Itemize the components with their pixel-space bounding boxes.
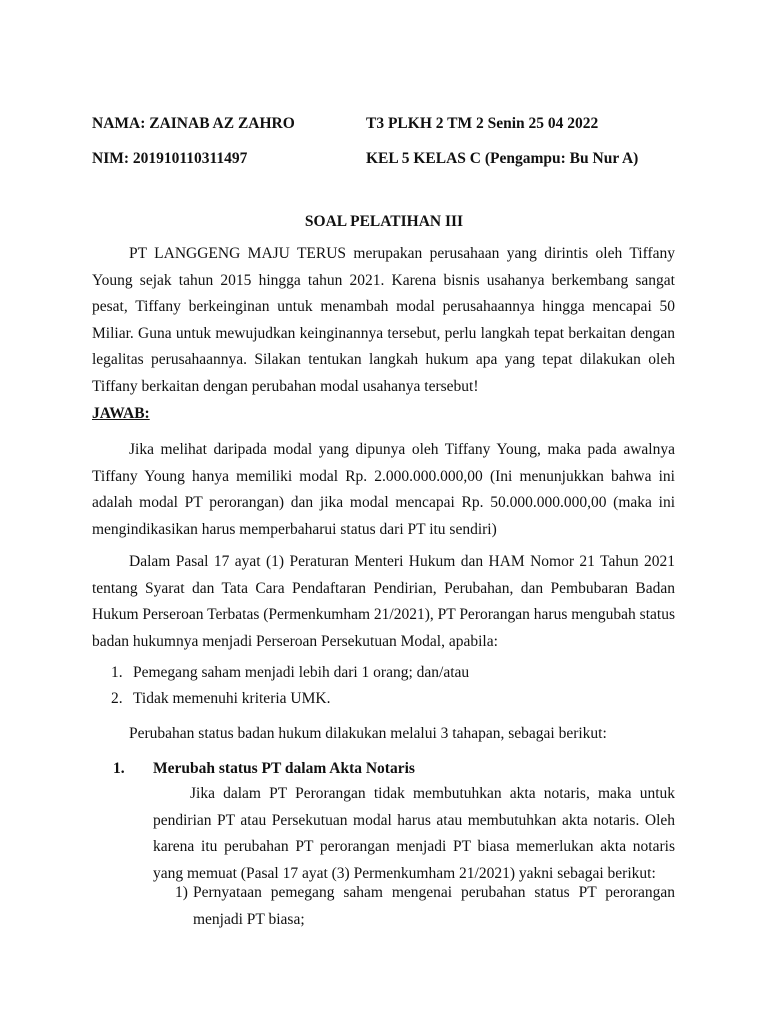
sub-list-item [175,880,675,933]
answer-heading: JAWAB: [92,405,150,422]
list-item-number: 1. [111,664,123,681]
list-item-text: Tidak memenuhi kriteria UMK. [133,690,331,707]
stage-number: 1. [113,760,125,777]
answer-paragraph-2: Dalam Pasal 17 ayat (1) Peraturan Menteri Hukum dan HAM Nomor 21 Tahun 2021 tentang Syarat dan Tata Cara Pendaftaran Pendirian, Perubahan, dan Pembubaran Badan Hukum Perseroan Terbatas (Permenkumham 21/2021), PT Perorangan harus mengubah status badan hukumnya menjadi Perseroan Persekutuan Modal, apabila: [92,553,675,650]
list-item-number: 2. [111,690,123,707]
sub-list-item-number: 1) [175,884,188,901]
list-item [111,686,671,713]
list-item-text: Pemegang saham menjadi lebih dari 1 orang; dan/atau [133,664,470,681]
question-paragraph: PT LANGGENG MAJU TERUS merupakan perusahaan yang dirintis oleh Tiffany Young sejak tahun 2015 hingga tahun 2021. Karena bisnis usahanya berkembang sangat pesat, Tiffany berkeinginan untuk menambah modal perusahaannya hingga mencapai 50 Miliar. Guna untuk mewujudkan keinginannya tersebut, perlu langkah tepat berkaitan dengan legalitas perusahaannya. Silakan tentukan langkah hukum apa yang tepat dilakukan oleh Tiffany berkaitan dengan perubahan modal usahanya tersebut! [92,245,675,395]
stage-heading [113,756,673,783]
session-info: T3 PLKH 2 TM 2 Senin 25 04 2022 [366,115,599,132]
student-nim: NIM: 201910110311497 [92,150,248,167]
stage-title: Merubah status PT dalam Akta Notaris [153,760,415,777]
page-title: SOAL PELATIHAN III [304,213,464,230]
list-item [111,660,671,687]
student-name: NAMA: ZAINAB AZ ZAHRO [92,115,295,132]
stages-intro: Perubahan status badan hukum dilakukan melalui 3 tahapan, sebagai berikut: [129,725,607,742]
group-info: KEL 5 KELAS C (Pengampu: Bu Nur A) [366,150,639,167]
sub-list-item-text: Pernyataan pemegang saham mengenai perubahan status PT perorangan menjadi PT biasa; [193,884,675,928]
stage-body: Jika dalam PT Perorangan tidak membutuhkan akta notaris, maka untuk pendirian PT atau Persekutuan modal harus atau membutuhkan akta notaris. Oleh karena itu perubahan PT perorangan menjadi PT biasa memerlukan akta notaris yang memuat (Pasal 17 ayat (3) Permenkumham 21/2021) yakni sebagai berikut: [153,785,675,882]
answer-paragraph-1: Jika melihat daripada modal yang dipunya oleh Tiffany Young, maka pada awalnya Tiffany Young hanya memiliki modal Rp. 2.000.000.000,00 (Ini menunjukkan bahwa ini adalah modal PT perorangan) dan jika modal mencapai Rp. 50.000.000.000,00 (maka ini mengindikasikan harus memperbaharui status dari PT itu sendiri) [92,441,675,538]
